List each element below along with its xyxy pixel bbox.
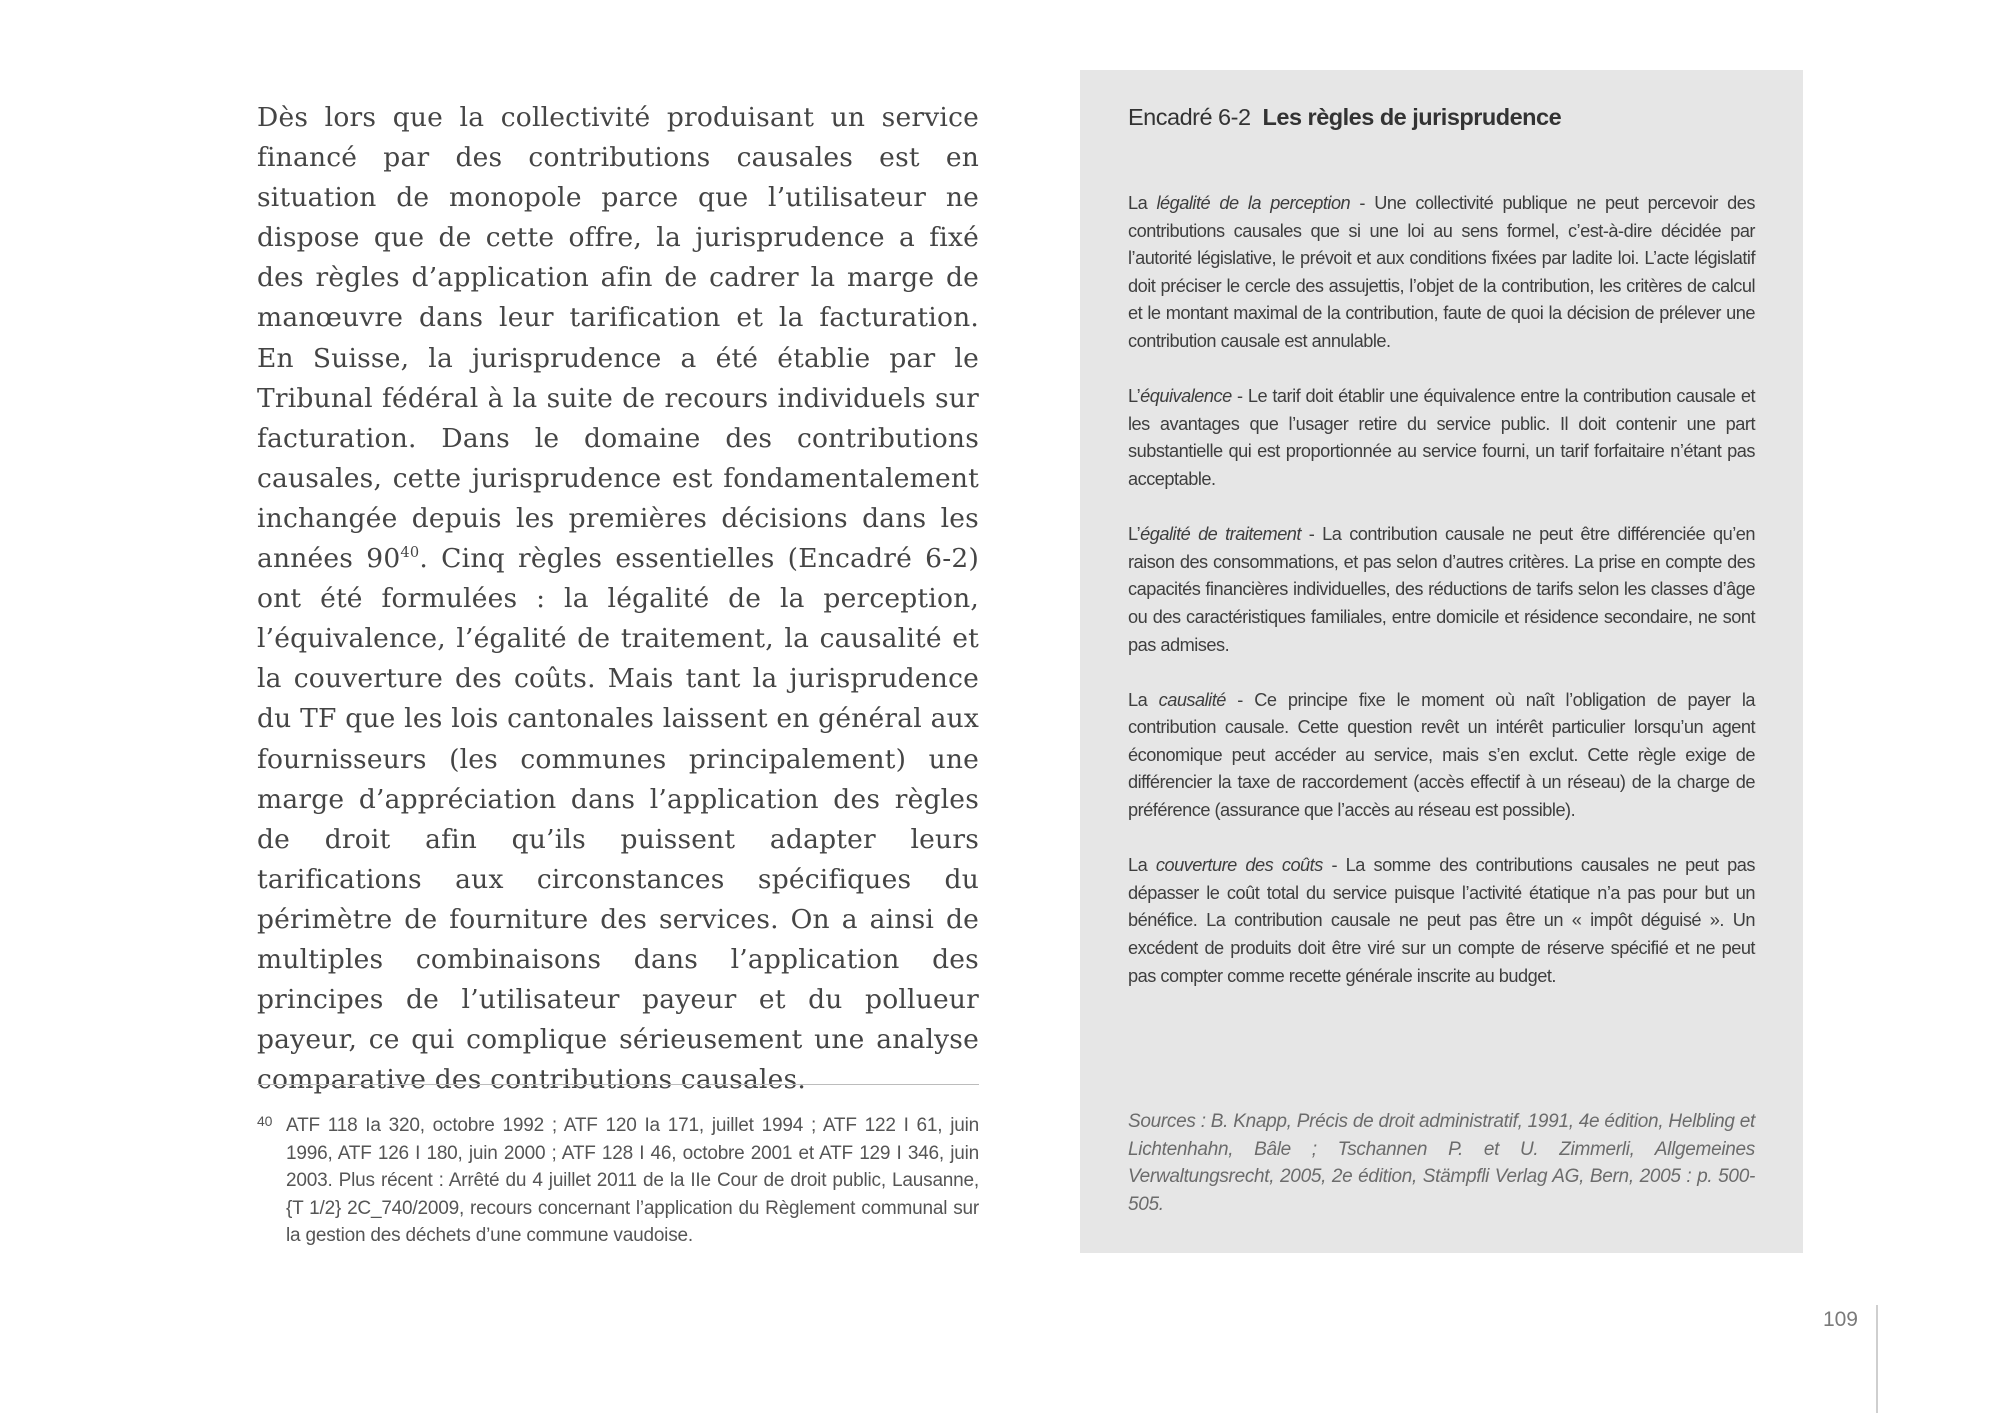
sidebar-box xyxy=(1080,70,1803,1253)
rules-list xyxy=(1128,190,1755,1018)
rule-text: - La contribution causale ne peut être différenciée qu’en raison des consommations, et pas selon d’autres critères. La prise en compte des capacités financières individuelles, des réductions de tarifs selon les classes d’âge ou des caractéristiques familiales, entre domicile et résidence secondaire, ne sont pas admises. xyxy=(1128,524,1755,655)
paragraph-part-1: Dès lors que la collectivité produisant un service financé par des contributions causales est en situation de monopole parce que l’utilisateur ne dispose que de cette offre, la jurisprudence a fixé des règles d’application afin de cadrer la marge de manœuvre dans leur tarification et la facturation. En Suisse, la jurisprudence a été établie par le Tribunal fédéral à la suite de recours individuels sur facturation. Dans le domaine des contributions causales, cette jurisprudence est fondamentalement inchangée depuis les premières décisions dans les années 90 xyxy=(257,102,979,575)
rule-term: causalité xyxy=(1158,689,1226,710)
page-edge-line xyxy=(1876,1305,1878,1413)
rule-text: - Le tarif doit établir une équivalence entre la contribution causale et les avantages que l’usager retire du service public. Il doit contenir une part substantielle qui est proportionnée au service fourni, un tarif forfaitaire n’étant pas acceptable. xyxy=(1128,386,1755,489)
rule-term: légalité de la perception xyxy=(1156,193,1351,213)
rule-legalite xyxy=(1128,190,1755,356)
main-paragraph xyxy=(257,98,979,1100)
rule-prefix: L’ xyxy=(1128,524,1141,545)
rule-text: - La somme des contributions causales ne peut pas dépasser le coût total du service puisque l’activité étatique n’a pas pour but un bénéfice. La contribution causale ne peut pas être un « impôt déguisé ». Un excédent de produits doit être viré sur un compte de réserve spécifié et ne peut pas compter comme recette générale inscrite au budget. xyxy=(1128,855,1755,986)
paragraph-part-2: . Cinq règles essentielles (Encadré 6-2) ont été formulées : la légalité de la perception, l’équivalence, l’égalité de traitement, la causalité et la couverture des coûts. Mais tant la jurisprudence du TF que les lois cantonales laissent en général aux fournisseurs (les communes principalement) une marge d’appréciation dans l’application des règles de droit afin qu’ils puissent adapter leurs tarifications aux circonstances spécifiques du périmètre de fourniture des services. On a ainsi de multiples combinaisons dans l’application des principes de l’utilisateur payeur et du pollueur payeur, ce qui complique sérieusement une analyse comparative des contributions causales. xyxy=(257,543,979,1096)
box-label: Encadré 6-2 xyxy=(1128,104,1251,130)
rule-prefix: La xyxy=(1128,689,1159,710)
footnote-reference[interactable]: 40 xyxy=(400,544,420,562)
footnote-number: 40 xyxy=(257,1113,273,1129)
rule-term: égalité de traitement xyxy=(1140,524,1301,545)
box-sources: Sources : B. Knapp, Précis de droit administratif, 1991, 4e édition, Helbling et Lichtenhahn, Bâle ; Tschannen P. et U. Zimmerli, Allgemeines Verwaltungsrecht, 2005, 2e édition, Stämpfli Verlag AG, Bern, 2005 : p. 500-505. xyxy=(1128,1111,1755,1215)
rule-term: équivalence xyxy=(1140,386,1232,407)
footnote-separator xyxy=(257,1084,979,1085)
rule-text: - Une collectivité publique ne peut percevoir des contributions causales que si une loi au sens formel, c’est-à-dire décidée par l’autorité législative, le prévoit et aux conditions fixées par ladite loi. L’acte législatif doit préciser le cercle des assujettis, l’objet de la contribution, les critères de calcul et le montant maximal de la contribution, faute de quoi la décision de prélever une contribution causale est annulable. xyxy=(1128,193,1755,351)
rule-term: couverture des coûts xyxy=(1155,855,1323,876)
rule-prefix: La xyxy=(1128,193,1157,213)
page-number: 109 xyxy=(1822,1308,1858,1331)
box-title: Les règles de jurisprudence xyxy=(1262,104,1562,130)
footnote-text: ATF 118 Ia 320, octobre 1992 ; ATF 120 Ia 171, juillet 1994 ; ATF 122 I 61, juin 1996, ATF 126 I 180, juin 2000 ; ATF 128 I 46, octobre 2001 et ATF 129 I 346, juin 2003. Plus récent : Arrêté du 4 juillet 2011 de la IIe Cour de droit public, Lausanne, {T 1/2} 2C_740/2009, recours concernant l’application du Règlement communal sur la gestion des déchets d’une commune vaudoise. xyxy=(286,1115,979,1246)
box-heading xyxy=(1128,104,1768,131)
rule-text: - Ce principe fixe le moment où naît l’obligation de payer la contribution causale. Cette question revêt un intérêt particulier lorsqu’un agent économique peut accéder au service, mais s’en exclut. Cette règle exige de différencier la taxe de raccordement (accès effectif à un réseau) de la charge de préférence (assurance que l’accès au réseau est possible). xyxy=(1128,689,1755,821)
rule-prefix: La xyxy=(1128,855,1156,876)
rule-prefix: L’ xyxy=(1128,386,1141,407)
main-body-text xyxy=(257,98,979,1100)
rule-egalite xyxy=(1128,521,1755,659)
rule-couverture xyxy=(1128,852,1755,990)
rule-equivalence xyxy=(1128,383,1755,493)
rule-causalite xyxy=(1128,687,1755,825)
footnote xyxy=(257,1112,979,1250)
